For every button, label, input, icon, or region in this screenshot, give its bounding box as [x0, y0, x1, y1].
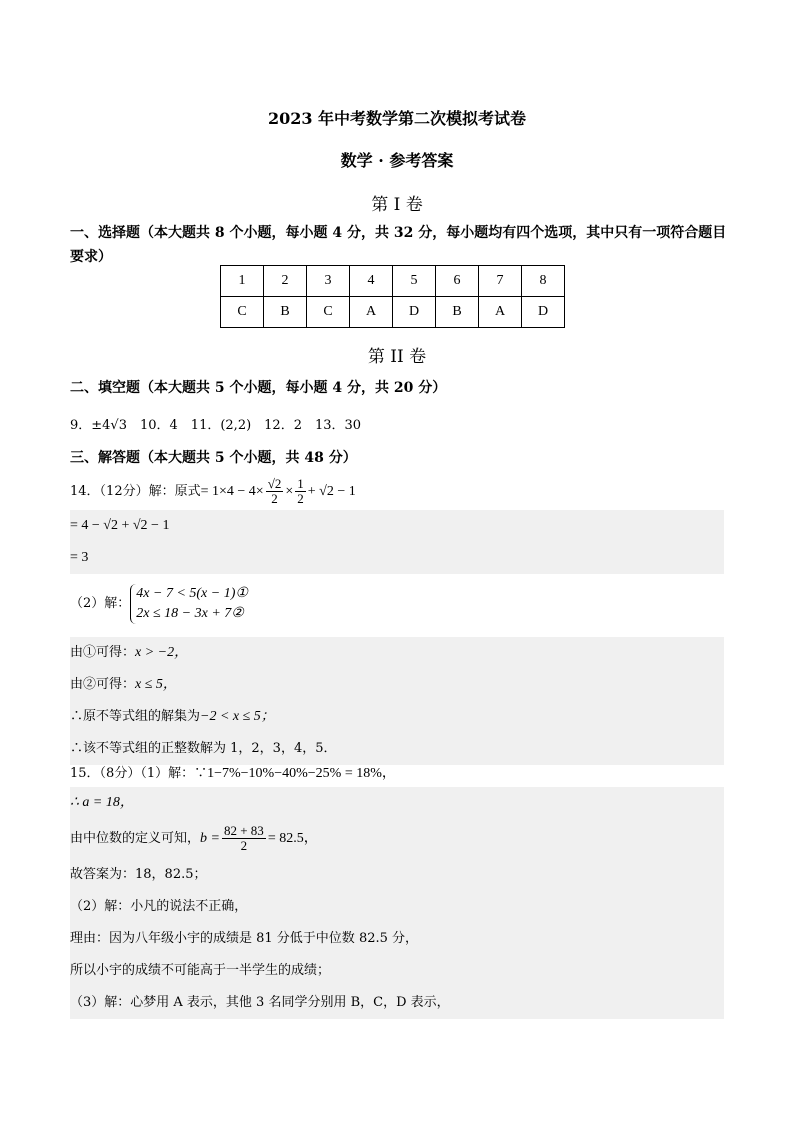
table-cell: C [307, 297, 350, 328]
q15-expr: 1−7%−10%−40%−25% = 18%， [207, 766, 396, 781]
fraction-denominator: 2 [240, 838, 248, 853]
fill-answers-line: 9．±4√3 10．4 11．(2,2) 12．2 13．30 [70, 418, 362, 433]
inequality-1: 4x − 7 < 5(x − 1)① [136, 585, 248, 601]
table-cell: 2 [264, 266, 307, 297]
table-cell: D [393, 297, 436, 328]
table-cell: A [350, 297, 393, 328]
fraction-numerator: 82 + 83 [223, 823, 264, 838]
q14-expr-a: = 1×4 − 4× [200, 484, 264, 499]
exam-title: 2023 年中考数学第二次模拟考试卷 [267, 109, 527, 128]
table-cell: C [221, 297, 264, 328]
table-cell: 8 [522, 266, 565, 297]
q14-expression-line [70, 474, 724, 510]
step-label: 由①可得： [70, 645, 136, 660]
q14-integer-solutions: ∴该不等式组的正整数解为 1，2，3，4，5． [70, 733, 724, 765]
step-result: x > −2， [135, 645, 189, 660]
q15-part1-line [70, 761, 724, 787]
fraction-numerator: √2 [267, 476, 282, 491]
q14-step-1 [70, 510, 724, 542]
table-cell: 5 [393, 266, 436, 297]
step-text: = 3 [70, 550, 89, 565]
table-cell: A [479, 297, 522, 328]
q14-fraction-sqrt2-over-2 [266, 477, 284, 506]
q15-intro: 15．（8分）（1）解：∵ [70, 766, 208, 781]
inequality-2: 2x ≤ 18 − 3x + 7② [136, 605, 244, 621]
q15-median-line [70, 819, 724, 859]
table-cell: 7 [479, 266, 522, 297]
step-result: −2 < x ≤ 5； [200, 709, 275, 724]
step-label: 由②可得： [70, 677, 136, 692]
step-text: = 4 − √2 + √2 − 1 [70, 518, 170, 533]
table-cell: B [264, 297, 307, 328]
b-result: = 82.5， [267, 831, 318, 846]
fraction-numerator: 1 [297, 476, 304, 491]
table-cell: 1 [221, 266, 264, 297]
table-row-numbers [221, 266, 565, 297]
step-label: 由中位数的定义可知， [70, 831, 201, 846]
q14-by-2 [70, 669, 724, 701]
q14-fraction-one-half [295, 477, 306, 506]
table-cell: 6 [436, 266, 479, 297]
q14-by-1 [70, 637, 724, 669]
b-label: b = [200, 831, 220, 846]
answer-subtitle: 数学 · 参考答案 [340, 151, 454, 170]
fraction-denominator: 2 [271, 491, 278, 506]
q15-answer: 故答案为：18，82.5； [70, 859, 724, 891]
section-solve-heading: 三、解答题（本大题共 5 个小题，共 48 分） [70, 450, 357, 466]
table-cell: 4 [350, 266, 393, 297]
q15-part2: （2）解：小凡的说法不正确， [70, 891, 724, 923]
q14-expr-b: + √2 − 1 [307, 484, 356, 499]
q15-conclusion: 所以小宇的成绩不可能高于一半学生的成绩； [70, 955, 724, 987]
median-fraction [222, 824, 266, 853]
section-fill-heading: 二、填空题（本大题共 5 个小题，每小题 4 分，共 20 分） [70, 380, 447, 396]
table-row-answers [221, 297, 565, 328]
step-result: x ≤ 5， [135, 677, 177, 692]
q15-part3: （3）解：心梦用 A 表示，其他 3 名同学分别用 B，C，D 表示， [70, 987, 724, 1019]
section-choice-heading: 一、选择题（本大题共 8 个小题，每小题 4 分，共 32 分，每小题均有四个选项，其中只有一项符合题目要求） [70, 225, 727, 265]
volume-two-heading: 第 II 卷 [367, 347, 427, 367]
q14-times: × [285, 484, 294, 499]
table-cell: 3 [307, 266, 350, 297]
q14-solution-set [70, 701, 724, 733]
q14-part2-intro: （2）解： [70, 596, 131, 611]
q14-step-2 [70, 542, 724, 574]
table-cell: B [436, 297, 479, 328]
q14-intro: 14．（12分）解：原式 [70, 484, 201, 499]
step-label: ∴原不等式组的解集为 [70, 709, 201, 724]
q15-a-value [70, 787, 724, 819]
table-cell: D [522, 297, 565, 328]
step-text: ∴ a = 18， [70, 795, 134, 810]
inequality-system [130, 584, 248, 624]
volume-one-heading: 第 I 卷 [371, 195, 423, 215]
q14-part2-line [70, 580, 724, 628]
q15-reason: 理由：因为八年级小宇的成绩是 81 分低于中位数 82.5 分， [70, 923, 724, 955]
fraction-denominator: 2 [297, 491, 304, 506]
choice-answer-table [220, 265, 565, 328]
